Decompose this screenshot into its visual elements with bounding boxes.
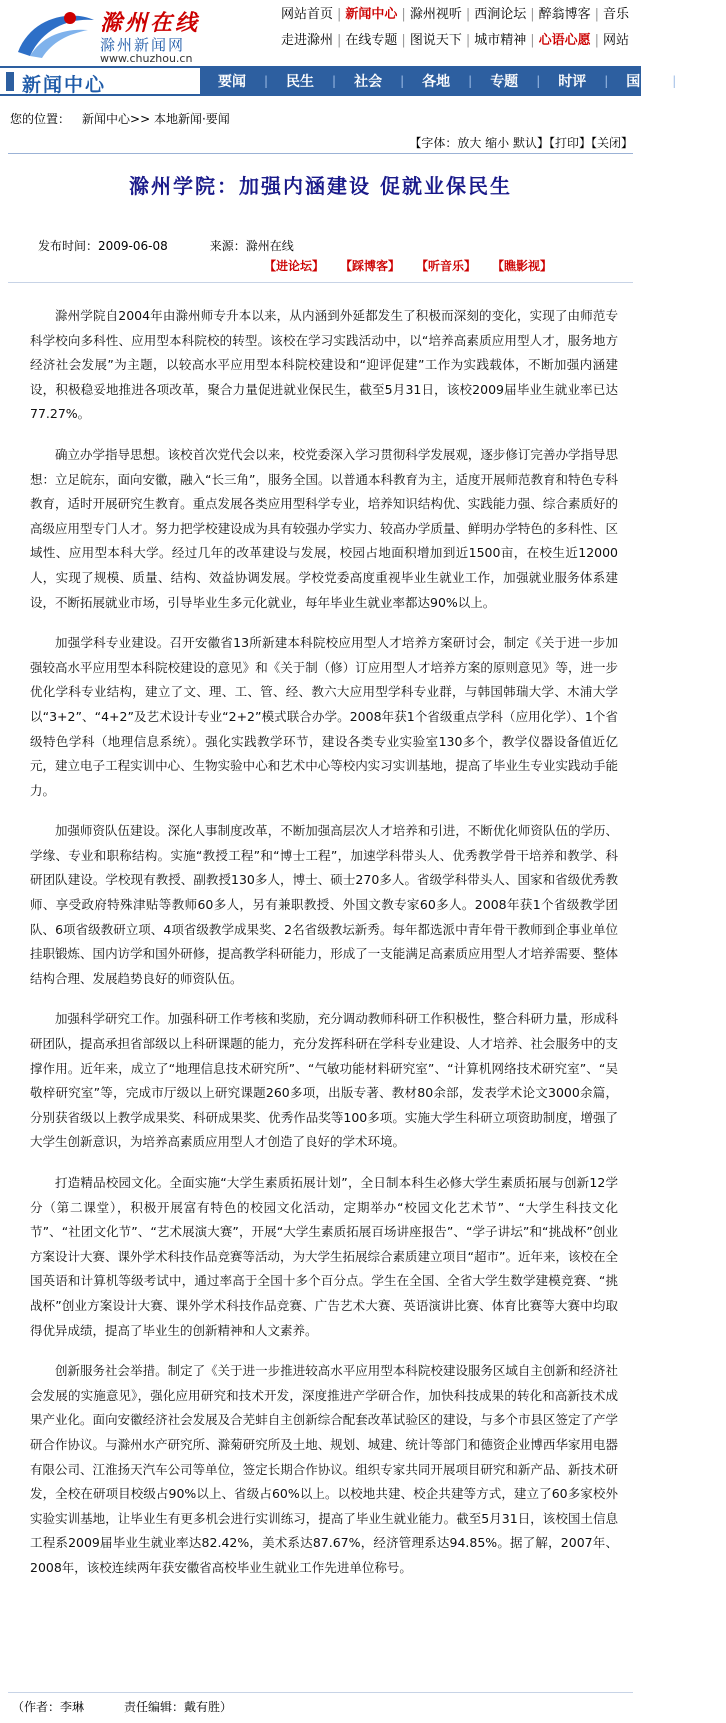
top-link-photos[interactable]: 图说天下 (409, 33, 462, 48)
font-size-control[interactable]: 【字体：放大 缩小 默认】 (409, 136, 549, 150)
top-link-home[interactable]: 网站首页 (281, 7, 334, 22)
site-header (0, 0, 641, 68)
top-link-music[interactable]: 音乐 (603, 7, 630, 22)
article-paragraph: 打造精品校园文化。全面实施“大学生素质拓展计划”，全日制本科生必修大学生素质拓展与创新12学分（第二课堂），积极开展富有特色的校园文化活动，定期举办“校园文化艺术节”、“大学生科技文化节”、“社团文化节”、“艺术展演大赛”，开展“大学生素质拓展百场讲座报告”、“学子讲坛”和“挑战杯”创业方案设计大赛、课外学术科技作品竞赛等活动，为大学生拓展综合素质建立项目“超市”。近年来，该校在全国英语和计算机等级考试中，通过率高于全国十多个百分点。学生在全国、全省大学生数学建模竞赛、“挑战杯”创业方案设计大赛、课外学术科技作品竞赛、广告艺术大赛、英语演讲比赛、体育比赛等大赛中均取得优异成绩，提高了毕业生的创新精神和人文素养。 (30, 1175, 618, 1338)
breadcrumb-label: 您的位置： (10, 112, 71, 126)
nav-items: 要闻 | 民生 | 社会 | 各地 | 专题 | 时评 | 国内 | 国 (200, 66, 726, 96)
logo-url: www.chuzhou.cn (100, 52, 193, 65)
article-editor: 责任编辑：戴有胜） (124, 1700, 233, 1714)
top-links-row-2: 走进滁州 | 在线专题 | 图说天下 | 城市精神 | 心语心愿 | 网站 (278, 32, 641, 50)
logo-title: 滁州在线 (100, 11, 201, 36)
divider (8, 1692, 633, 1693)
nav-item-commentary[interactable]: 时评 (558, 74, 587, 90)
article-paragraph: 加强科学研究工作。加强科研工作考核和奖励，充分调动教师科研工作积极性，整合科研力量，形成科研团队，提高承担省部级以上科研课题的能力，充分发挥科研在学科专业建设、人才培养、社会服务中的支撑作用。近年来，成立了“地理信息技术研究所”、“气敏功能材料研究室”、“计算机网络技术研究室”、“吴敬梓研究室”等，完成市厅级以上研究课题260多项，出版专著、教材80余部，发表学术论文3000余篇，分别获省级以上教学成果奖、科研成果奖、优秀作品奖等100多项。实施大学生科研立项资助制度，增强了大学生创新意识，为培养高素质应用型人才创造了良好的学术环境。 (30, 1011, 618, 1150)
logo-subtitle: 滁州新闻网 (100, 36, 186, 54)
section-title-text: 新闻中心 (22, 74, 107, 96)
logo-emblem-icon (12, 6, 98, 62)
breadcrumb-path[interactable]: 新闻中心>> 本地新闻·要闻 (82, 112, 230, 126)
section-title (0, 66, 200, 96)
top-link-video[interactable]: 滁州视听 (409, 7, 462, 22)
article-paragraph: 确立办学指导思想。该校首次党代会以来，校党委深入学习贯彻科学发展观，逐步修订完善办学指导思想：立足皖东，面向安徽，融入“长三角”，服务全国。以普通本科教育为主，适度开展师范教育和特色专科教育，适时开展研究生教育。重点发展各类应用型科学专业，培养知识结构优、实践能力强、综合素质好的高级应用型专门人才。努力把学校建设成为具有较强办学实力、较高办学质量、鲜明办学特色的多科性、区域性、应用型本科大学。经过几年的改革建设与发展，校园占地面积增加到近1500亩，在校生近12000人，实现了规模、质量、结构、效益协调发展。学校党委高度重视毕业生就业工作，加强就业服务体系建设，不断拓展就业市场，引导毕业生多元化就业，每年毕业生就业率都达90%以上。 (30, 446, 618, 610)
article-body (30, 304, 618, 1597)
link-music[interactable]: 【听音乐】 (422, 259, 477, 273)
top-link-blog[interactable]: 醉翁博客 (538, 7, 591, 22)
top-link-site[interactable]: 网站 (603, 33, 630, 48)
top-link-city-spirit[interactable]: 城市精神 (474, 33, 527, 48)
nav-item-international[interactable]: 国 (694, 74, 709, 90)
link-blog[interactable]: 【踩博客】 (346, 259, 401, 273)
top-link-forum[interactable]: 西涧论坛 (474, 7, 527, 22)
top-link-topics[interactable]: 在线专题 (345, 33, 398, 48)
top-link-wishes[interactable]: 心语心愿 (538, 33, 591, 48)
breadcrumb (10, 110, 230, 127)
nav-item-regions[interactable]: 各地 (422, 74, 451, 90)
nav-item-livelihood[interactable]: 民生 (286, 74, 315, 90)
article-credits (12, 1698, 232, 1715)
article-paragraph: 加强学科专业建设。召开安徽省13所新建本科院校应用型人才培养方案研讨会，制定《关于进一步加强较高水平应用型本科院校建设的意见》和《关于制（修）订应用型人才培养方案的原则意见》等，进一步优化学科专业结构，建立了文、理、工、管、经、教六大应用型学科专业群，与韩国韩瑞大学、木浦大学以“3+2”、“4+2”及艺术设计专业“2+2”模式联合办学。2008年获1个省级重点学科（应用化学）、1个省级特色学科（地理信息系统）。强化实践教学环节，建设各类专业实验室130多个，教学仪器设备值近亿元，建立电子工程实训中心、生物实验中心和艺术中心等校内实习实训基地，提高了毕业生专业实践动手能力。 (30, 635, 618, 798)
nav-item-topics[interactable]: 专题 (490, 74, 519, 90)
article-title: 滁州学院：加强内涵建设 促就业保民生 (129, 174, 512, 198)
nav-item-society[interactable]: 社会 (354, 74, 383, 90)
site-logo[interactable] (8, 4, 278, 64)
publish-date: 发布时间：2009-06-08 (38, 239, 168, 253)
nav-item-domestic[interactable]: 国内 (626, 74, 655, 90)
close-button[interactable]: 【关闭】 (590, 136, 633, 150)
link-forum[interactable]: 【进论坛】 (264, 259, 325, 273)
top-link-news-center[interactable]: 新闻中心 (345, 7, 398, 22)
print-button[interactable]: 【打印】 (548, 136, 591, 150)
article-meta (38, 237, 294, 254)
top-link-about[interactable]: 走进滁州 (281, 33, 334, 48)
article-source: 来源：滁州在线 (209, 239, 294, 253)
section-marker-icon (6, 72, 14, 91)
related-links (264, 257, 574, 274)
article-paragraph: 滁州学院自2004年由滁州师专升本以来，从内涵到外延都发生了积极而深刻的变化，实现了由师范专科学校向多科性、应用型本科院校的转型。该校在学习实践活动中，以“培养高素质应用型人才，服务地方经济社会发展”为主题，以较高水平应用型本科院校建设和“迎评促建”工作为实践载体，不断加强内涵建设，积极稳妥地推进各项改革，聚合力量促进就业保民生，截至5月31日，该校2009届毕业生就业率已达77.27%。 (30, 308, 618, 422)
divider (8, 282, 633, 283)
divider (8, 153, 633, 154)
article-paragraph: 创新服务社会举措。制定了《关于进一步推进较高水平应用型本科院校建设服务区域自主创新和经济社会发展的实施意见》，强化应用研究和技术开发，深度推进产学研合作，加快科技成果的转化和高新技术成果产业化。面向安徽经济社会发展及合芜蚌自主创新综合配套改革试验区的建设，与多个市县区签定了产学研合作协议。与滁州水产研究所、滁菊研究所及土地、规划、城建、统计等部门和德资企业博西华家用电器有限公司、江淮扬天汽车公司等单位，签定长期合作协议。组织专家共同开展项目研究和新产品、新技术研发，全校在研项目校级占90%以上、省级占60%以上。以校地共建、校企共建等方式，建立了60多家校外实验实训基地，让毕业生有更多机会进行实训练习，提高了毕业生就业能力。截至5月31日，该校国土信息工程系2009届毕业生就业率达82.42%，美术系达87.67%，经济管理系达94.85%。据了解，2007年、2008年，该校连续两年获安徽省高校毕业生就业工作先进单位称号。 (30, 1363, 618, 1575)
article-paragraph: 加强师资队伍建设。深化人事制度改革，不断加强高层次人才培养和引进，不断优化师资队伍的学历、学缘、专业和职称结构。实施“教授工程”和“博士工程”，加速学科带头人、优秀教学骨干培养和教学、科研团队建设。学校现有教授、副教授130多人，博士、硕士270多人。省级学科带头人、国家和省级优秀教师、享受政府特殊津贴等教师60多人，另有兼职教授、外国文教专家60多人。2008年获1个省级教学团队、6项省级教研立项、4项省级教学成果奖、2名省级教坛新秀。每年都选派中青年骨干教师到企事业单位挂职锻炼、国内访学和国外研修，提高教学科研能力，形成了一支能满足高素质应用型人才培养需要、整体结构合理、发展趋势良好的师资队伍。 (30, 823, 618, 986)
main-nav (0, 66, 709, 96)
top-links (278, 6, 641, 58)
nav-item-headlines[interactable]: 要闻 (218, 74, 246, 90)
article-tools (409, 134, 633, 151)
article-author: （作者：李琳 (12, 1700, 85, 1714)
top-links-row-1: 网站首页 | 新闻中心 | 滁州视听 | 西涧论坛 | 醉翁博客 | 音乐 (278, 6, 641, 24)
link-video[interactable]: 【瞧影视】 (498, 259, 553, 273)
